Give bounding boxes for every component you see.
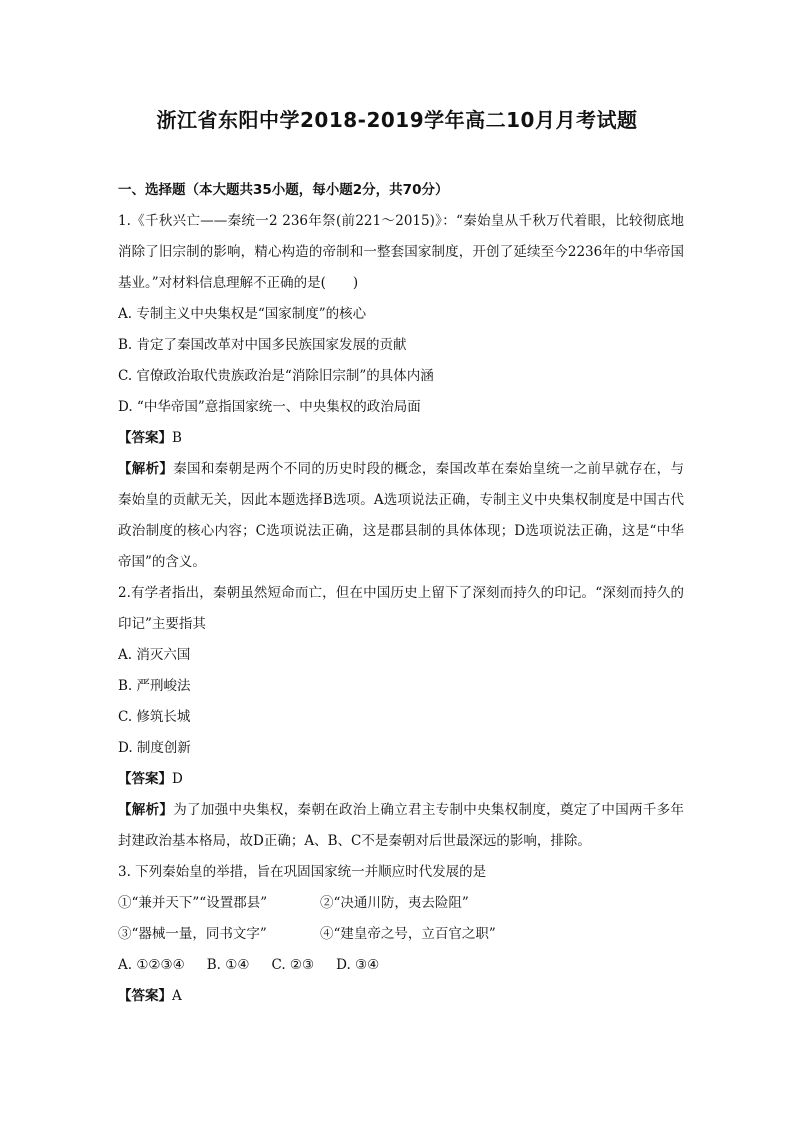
answer-label: 【答案】 bbox=[118, 988, 172, 1004]
analysis-text: 秦国和秦朝是两个不同的历史时段的概念，秦国改革在秦始皇统一之前早就存在，与秦始皇的贡献无关，因此本题选择B选项。A选项说法正确，专制主义中央集权制度是中国古代政治制度的核心内容；C选项说法正确，这是郡县制的具体体现；D选项说法正确，这是“中华帝国”的含义。 bbox=[118, 461, 684, 570]
question-3-items-row-1 bbox=[118, 888, 684, 919]
question-2-option-c: C. 修筑长城 bbox=[118, 709, 191, 725]
analysis-label: 【解析】 bbox=[118, 461, 174, 477]
question-3-options bbox=[118, 950, 684, 981]
analysis-text: 为了加强中央集权，秦朝在政治上确立君主专制中央集权制度，奠定了中国两千多年封建政治基本格局，故D正确；A、B、C不是秦朝对后世最深远的影响，排除。 bbox=[118, 802, 684, 849]
question-2-option-a: A. 消灭六国 bbox=[118, 647, 191, 663]
question-2-option-d: D. 制度创新 bbox=[118, 740, 191, 756]
question-2-stem: 2.有学者指出，秦朝虽然短命而亡，但在中国历史上留下了深刻而持久的印记。“深刻而持久的印记”主要指其 bbox=[118, 585, 684, 632]
question-3-item-2: ②“决通川防，夷去险阻” bbox=[320, 895, 469, 911]
answer-label: 【答案】 bbox=[118, 771, 172, 787]
question-3-option-b: B. ①④ bbox=[206, 957, 250, 973]
page-title: 浙江省东阳中学2018-2019学年高二10月月考试题 bbox=[156, 108, 638, 132]
section-heading: 一、选择题（本大题共35小题，每小题2分，共70分） bbox=[118, 182, 449, 198]
analysis-label: 【解析】 bbox=[118, 802, 174, 818]
question-3-stem: 3. 下列秦始皇的举措，旨在巩固国家统一并顺应时代发展的是 bbox=[118, 864, 487, 880]
question-1-option-d: D. “中华帝国”意指国家统一、中央集权的政治局面 bbox=[118, 399, 421, 415]
answer-value: A bbox=[172, 988, 182, 1004]
question-1-analysis bbox=[118, 454, 684, 578]
question-2-option-b: B. 严刑峻法 bbox=[118, 678, 191, 694]
question-1-option-b: B. 肯定了秦国改革对中国多民族国家发展的贡献 bbox=[118, 337, 407, 353]
question-2-analysis bbox=[118, 795, 684, 857]
question-2-answer bbox=[118, 764, 684, 795]
question-3-option-d: D. ③④ bbox=[336, 957, 380, 973]
question-3-option-c: C. ②③ bbox=[271, 957, 315, 973]
answer-label: 【答案】 bbox=[118, 430, 172, 446]
question-3-option-a: A. ①②③④ bbox=[118, 957, 185, 973]
answer-value: D bbox=[172, 771, 183, 787]
document-body bbox=[118, 175, 684, 1012]
question-3-item-4: ④“建皇帝之号，立百官之职” bbox=[320, 926, 496, 942]
question-3-item-1: ①“兼并天下”“设置郡县” bbox=[118, 895, 268, 911]
answer-value: B bbox=[172, 430, 182, 446]
question-3-item-3: ③“器械一量，同书文字” bbox=[118, 926, 267, 942]
question-1-option-a: A. 专制主义中央集权是“国家制度”的核心 bbox=[118, 306, 367, 322]
question-1-stem: 1.《千秋兴亡——秦统一2 236年祭(前221～2015)》：“秦始皇从千秋万代着眼，比较彻底地消除了旧宗制的影响，精心构造的帝制和一整套国家制度，开创了延续至今2236年的中华帝国基业。”对材料信息理解不正确的是( ) bbox=[118, 213, 684, 291]
question-1-option-c: C. 官僚政治取代贵族政治是“消除旧宗制”的具体内涵 bbox=[118, 368, 434, 384]
question-1-answer bbox=[118, 423, 684, 454]
question-3-answer bbox=[118, 981, 684, 1012]
question-3-items-row-2 bbox=[118, 919, 684, 950]
